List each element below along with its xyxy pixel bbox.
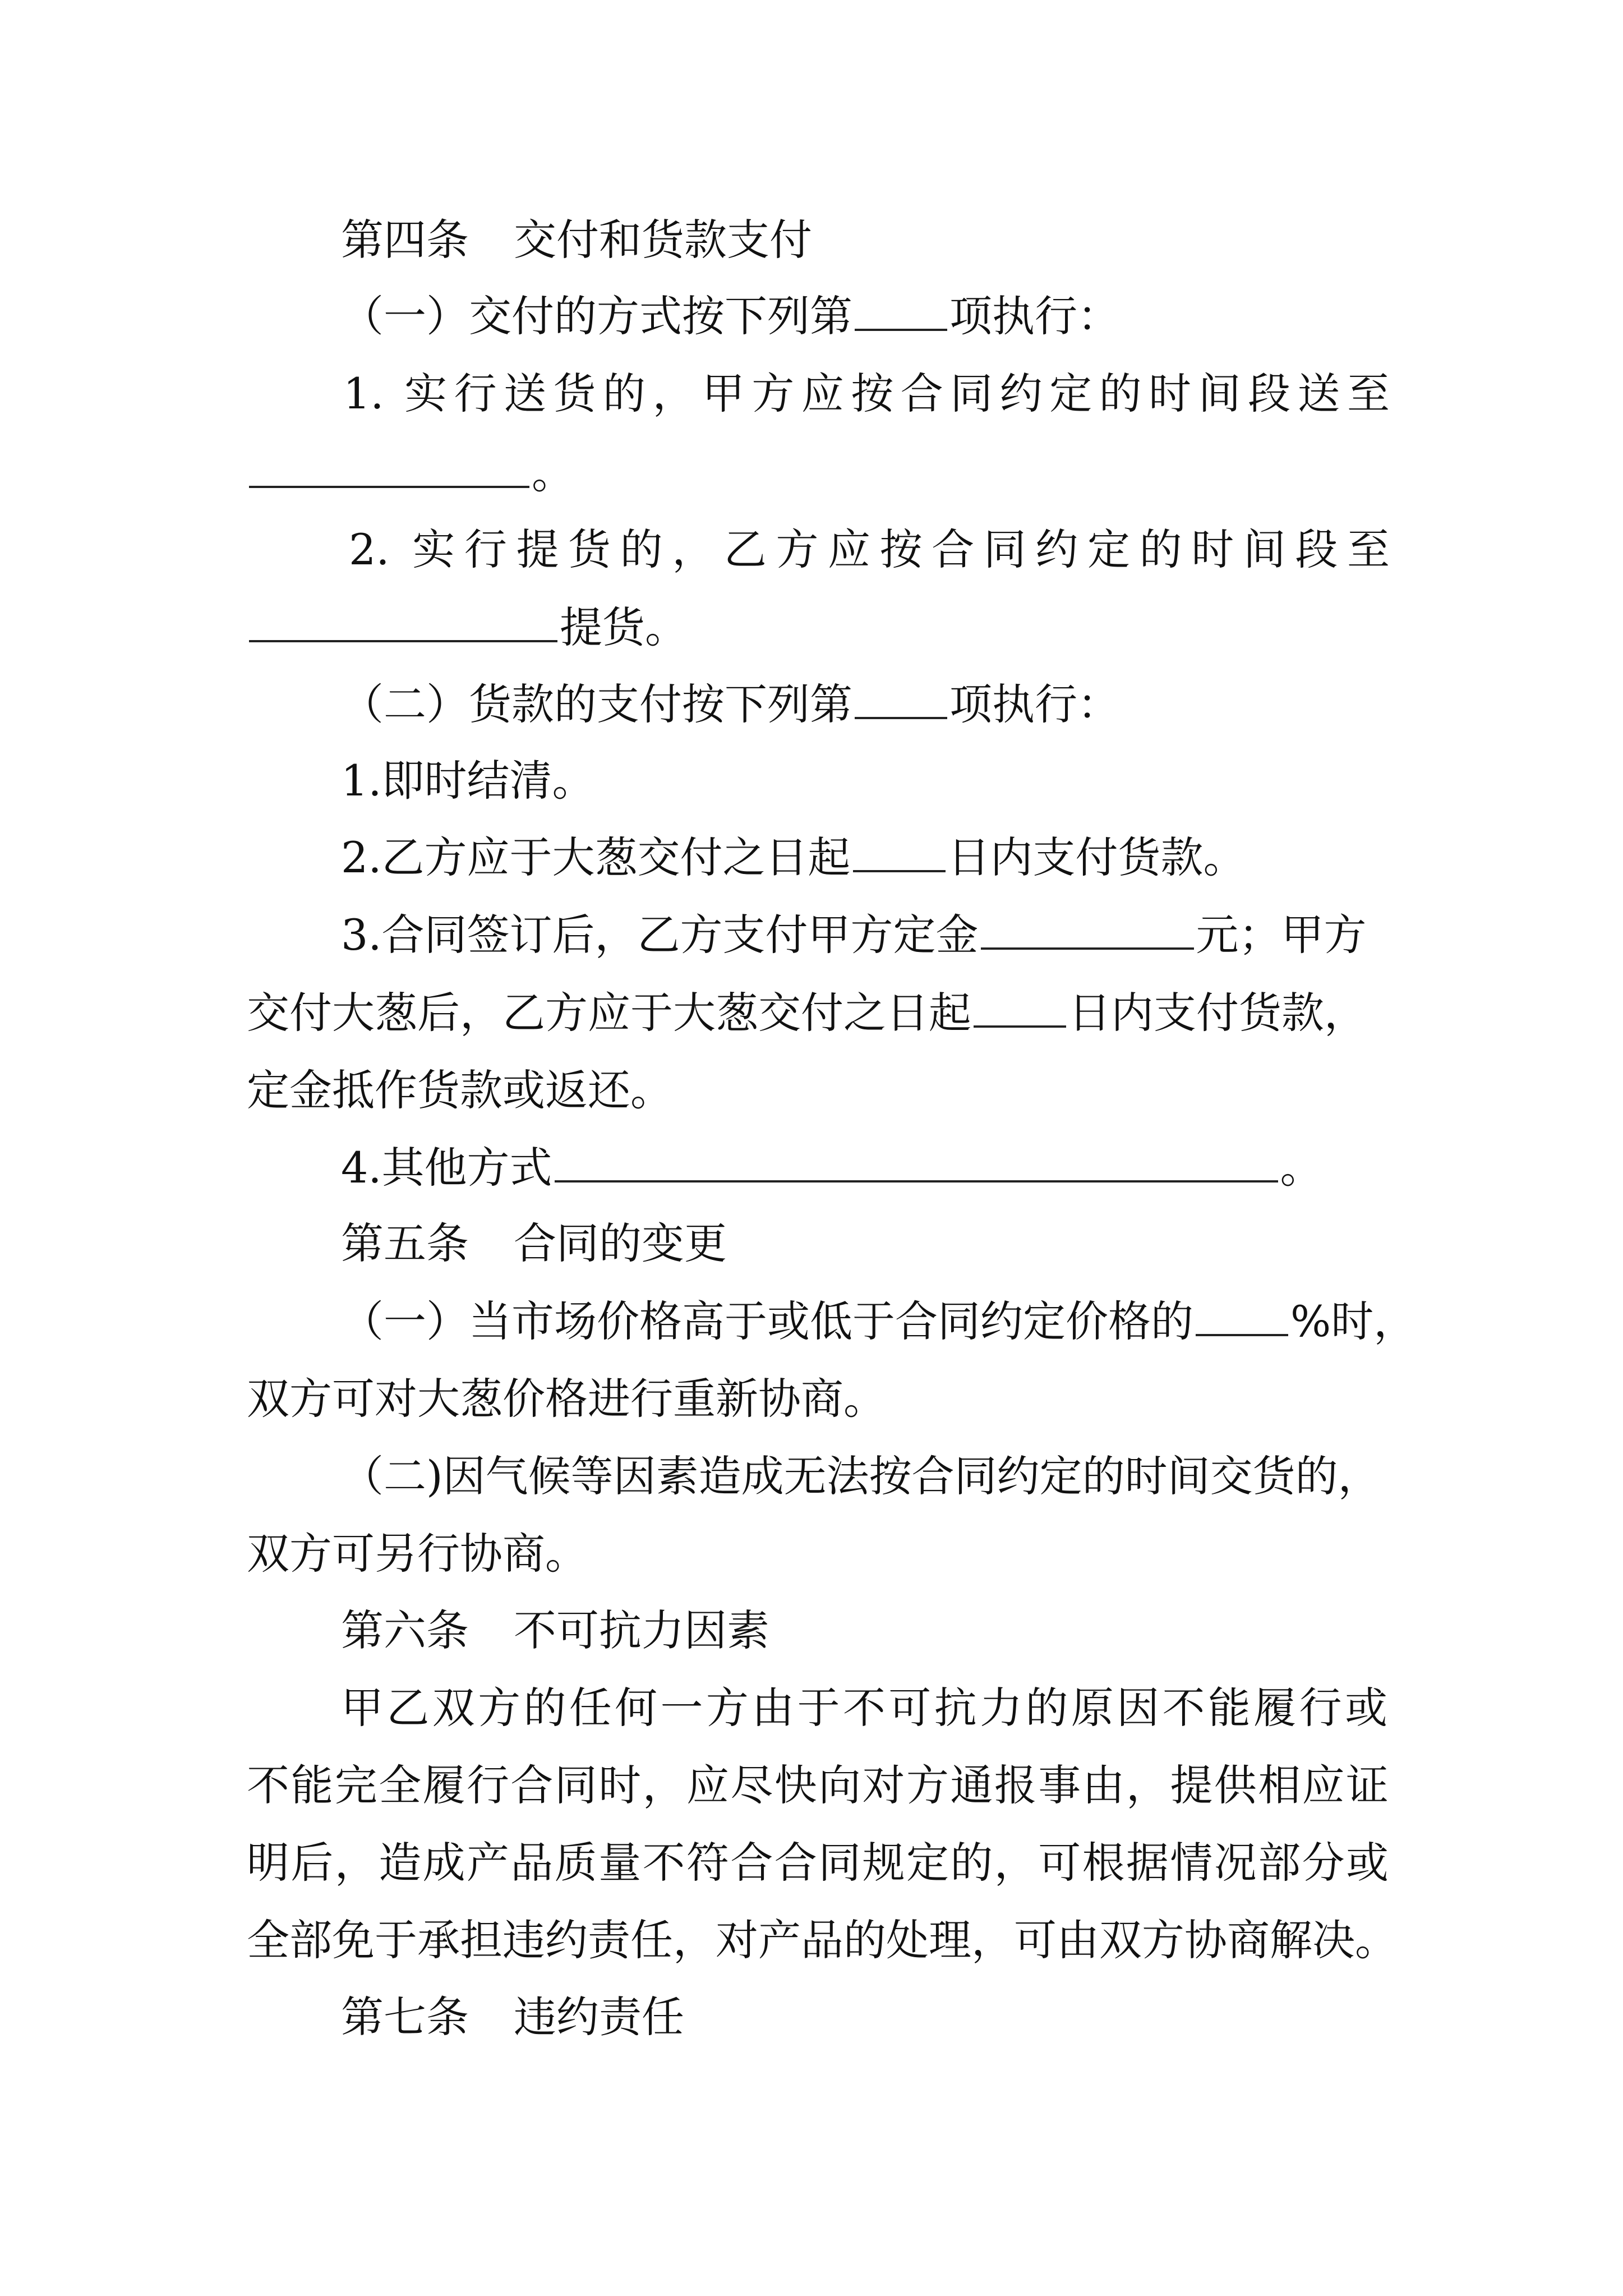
article-6-line-2 [247, 1755, 1389, 1816]
article-6-heading [341, 1600, 769, 1662]
fill-blank[interactable] [555, 1140, 1278, 1182]
article-5-heading [341, 1213, 727, 1274]
item-text: 1.即时结清。 [341, 756, 595, 806]
item-text: 日内支付货款。 [947, 832, 1246, 882]
payment-item-4 [341, 1137, 1323, 1199]
article-5-section-2 [341, 1446, 1381, 1507]
paragraph-text: 明后，造成产品质量不符合合同规定的，可根据情况部分或 [247, 1838, 1389, 1888]
article-4-title: 交付和货款支付 [514, 215, 812, 265]
item-text: 。 [532, 448, 574, 498]
item-text: 3.合同签订后，乙方支付甲方定金 [341, 910, 979, 960]
article-7-number: 第七条 [341, 1992, 469, 2042]
article-6-number: 第六条 [341, 1605, 469, 1655]
delivery-item-1-cont [247, 443, 574, 504]
item-text: 提货。 [560, 602, 688, 652]
article-7-heading [341, 1986, 684, 2048]
article-5-title: 合同的变更 [514, 1218, 727, 1268]
item-text: 1. 实行送货的，甲方应按合同约定的时间段送至 [343, 369, 1390, 418]
item-text: 日内支付货款， [1068, 988, 1367, 1038]
fill-blank[interactable] [853, 830, 946, 872]
fill-blank[interactable] [981, 907, 1194, 950]
article-5-section-1-cont [247, 1368, 886, 1430]
article-4-section-2 [341, 674, 1120, 735]
fill-blank[interactable] [855, 677, 947, 719]
item-text: 。 [1280, 1143, 1323, 1193]
section-text: 双方可另行协商。 [247, 1529, 588, 1579]
item-text: 4.其他方式 [341, 1143, 552, 1193]
payment-item-3 [341, 904, 1367, 966]
fill-blank[interactable] [974, 985, 1066, 1028]
article-6-line-1 [341, 1677, 1387, 1739]
section-text: （一）当市场价格高于或低于合同约定价格的 [341, 1296, 1193, 1346]
payment-item-1 [341, 750, 595, 812]
fill-blank[interactable] [249, 445, 529, 488]
fill-blank[interactable] [855, 288, 947, 331]
section-text: 双方可对大葱价格进行重新协商。 [247, 1374, 886, 1424]
delivery-item-2-cont [247, 597, 688, 659]
payment-item-2 [341, 827, 1246, 889]
paragraph-text: 甲乙双方的任何一方由于不可抗力的原因不能履行或 [341, 1683, 1387, 1733]
item-text: 定金抵作货款或返还。 [247, 1065, 673, 1115]
article-4-heading [341, 209, 812, 271]
paragraph-text: 全部免于承担违约责任，对产品的处理，可由双方协商解决。 [247, 1915, 1398, 1965]
item-text: 2.乙方应于大葱交付之日起 [341, 832, 851, 882]
item-text: 2. 实行提货的，乙方应按合同约定的时间段至 [349, 524, 1390, 574]
article-5-number: 第五条 [341, 1218, 469, 1268]
payment-item-3-cont [247, 982, 1367, 1044]
section-text: 项执行： [949, 679, 1120, 729]
article-4-number: 第四条 [341, 215, 469, 265]
item-text: 元；甲方 [1196, 910, 1367, 960]
delivery-item-1 [343, 363, 1390, 425]
article-6-line-4 [247, 1910, 1398, 1971]
payment-item-3-cont-2 [247, 1060, 673, 1121]
item-text: 交付大葱后，乙方应于大葱交付之日起 [247, 988, 971, 1038]
fill-blank[interactable] [249, 600, 557, 642]
paragraph-text: 不能完全履行合同时，应尽快向对方通报事由，提供相应证 [247, 1760, 1389, 1810]
section-text: %时， [1290, 1296, 1417, 1346]
delivery-item-2 [349, 519, 1390, 581]
article-5-section-2-cont [247, 1523, 588, 1585]
fill-blank[interactable] [1196, 1294, 1288, 1336]
article-6-line-3 [247, 1832, 1389, 1894]
article-6-title: 不可抗力因素 [514, 1605, 769, 1655]
section-text: 项执行： [949, 291, 1120, 341]
article-4-section-1 [341, 286, 1120, 347]
article-7-title: 违约责任 [514, 1992, 684, 2042]
section-text: （二）货款的支付按下列第 [341, 679, 852, 729]
article-5-section-1 [341, 1291, 1416, 1352]
section-text: （二)因气候等因素造成无法按合同约定的时间交货的， [341, 1451, 1381, 1501]
section-text: （一）交付的方式按下列第 [341, 291, 852, 341]
